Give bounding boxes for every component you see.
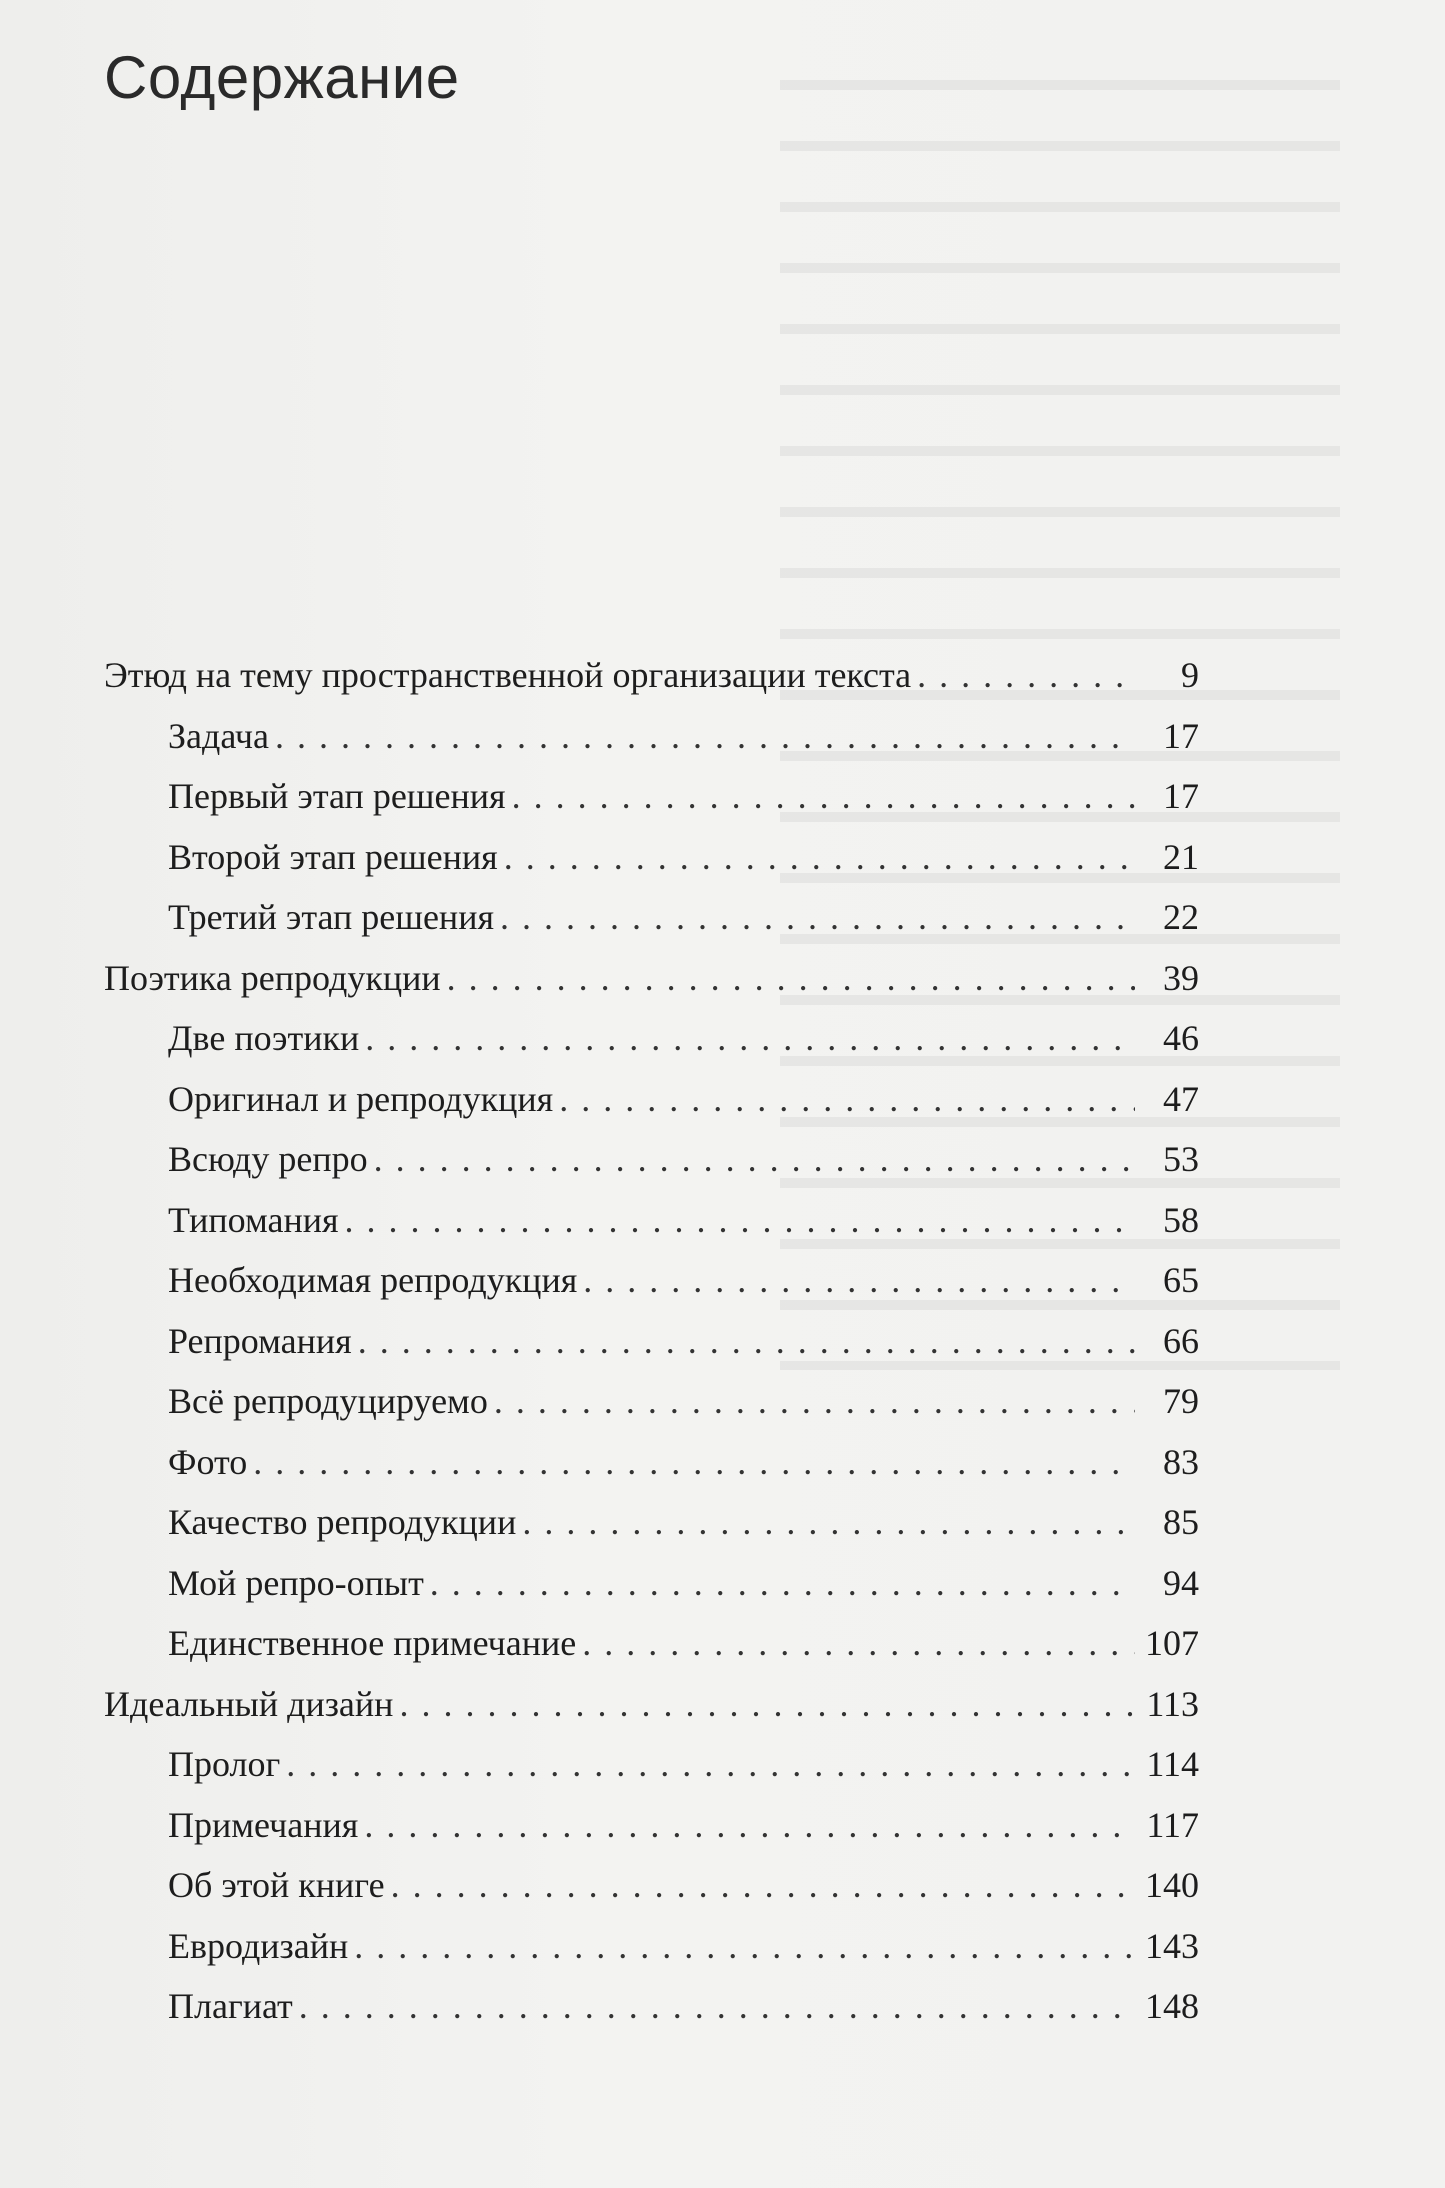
dot-leader <box>500 887 1135 948</box>
toc-subsection-entry <box>104 1613 1199 1674</box>
toc-entry-label: Плагиат <box>168 1986 293 2026</box>
dot-leader <box>447 948 1135 1009</box>
toc-subsection-entry <box>104 1311 1199 1372</box>
toc-entry-page-number: 9 <box>1181 655 1199 695</box>
dot-leader <box>559 1069 1135 1130</box>
toc-entry-label: Этюд на тему пространственной организации текста <box>104 655 912 695</box>
toc-entry-label: Всё репродуцируемо <box>168 1381 488 1421</box>
toc-entry-page-number: 39 <box>1163 957 1199 998</box>
toc-subsection-entry <box>104 1855 1199 1916</box>
toc-entry-label: Две поэтики <box>168 1018 360 1058</box>
toc-entry-page-number: 143 <box>1145 1925 1199 1966</box>
dot-leader <box>504 827 1135 888</box>
dot-leader <box>512 766 1135 827</box>
dot-leader <box>582 1613 1135 1674</box>
toc-subsection-entry <box>104 766 1199 827</box>
toc-entry-label: Единственное примечание <box>168 1623 577 1663</box>
toc-entry-page-number: 148 <box>1145 1986 1199 2026</box>
toc-entry-page-number: 94 <box>1163 1562 1199 1603</box>
dot-leader <box>374 1129 1135 1190</box>
toc-subsection-entry <box>104 887 1199 948</box>
toc-subsection-entry <box>104 1916 1199 1977</box>
toc-subsection-entry <box>104 1129 1199 1190</box>
toc-section-entry <box>104 948 1199 1009</box>
toc-entry-page-number: 17 <box>1163 776 1199 816</box>
dot-leader <box>430 1553 1135 1614</box>
toc-entry-label: Фото <box>168 1441 248 1482</box>
toc-entry-label: Репромания <box>168 1320 352 1361</box>
toc-subsection-entry <box>104 1190 1199 1251</box>
toc-entry-label: Всюду репро <box>168 1139 368 1179</box>
dot-leader <box>358 1311 1135 1372</box>
toc-entry-label: Необходимая репродукция <box>168 1260 578 1300</box>
toc-section-entry <box>104 645 1199 706</box>
toc-subsection-entry <box>104 1250 1199 1311</box>
toc-entry-label: Качество репродукции <box>168 1502 517 1542</box>
toc-entry-label: Об этой книге <box>168 1865 385 1905</box>
toc-entry-label: Евродизайн <box>168 1925 349 1966</box>
toc-entry-page-number: 47 <box>1163 1078 1199 1119</box>
toc-section-entry <box>104 1674 1199 1735</box>
toc-entry-page-number: 53 <box>1163 1139 1199 1179</box>
toc-entry-page-number: 114 <box>1146 1744 1199 1784</box>
toc-entry-label: Третий этап решения <box>168 897 495 937</box>
dot-leader <box>286 1734 1135 1795</box>
dot-leader <box>494 1371 1135 1432</box>
toc-entry-page-number: 22 <box>1163 897 1199 937</box>
dot-leader <box>917 645 1135 706</box>
toc-subsection-entry <box>104 1734 1199 1795</box>
toc-entry-label: Примечания <box>168 1804 359 1845</box>
toc-subsection-entry <box>104 827 1199 888</box>
page-title: Содержание <box>104 44 460 111</box>
dot-leader <box>299 1976 1135 2037</box>
toc-entry-page-number: 17 <box>1163 715 1199 756</box>
toc-subsection-entry <box>104 1976 1199 2037</box>
table-of-contents <box>104 645 1199 2037</box>
toc-entry-page-number: 58 <box>1163 1199 1199 1240</box>
toc-entry-label: Мой репро-опыт <box>168 1562 424 1603</box>
toc-subsection-entry <box>104 1432 1199 1493</box>
toc-entry-page-number: 79 <box>1163 1381 1199 1421</box>
dot-leader <box>583 1250 1135 1311</box>
dot-leader <box>253 1432 1135 1493</box>
toc-entry-label: Второй этап решения <box>168 836 498 877</box>
dot-leader <box>399 1674 1135 1735</box>
dot-leader <box>354 1916 1135 1977</box>
dot-leader <box>345 1190 1135 1251</box>
toc-entry-page-number: 65 <box>1163 1260 1199 1300</box>
toc-entry-label: Первый этап решения <box>168 776 506 816</box>
toc-entry-page-number: 113 <box>1146 1683 1199 1724</box>
dot-leader <box>365 1008 1135 1069</box>
toc-subsection-entry <box>104 706 1199 767</box>
toc-subsection-entry <box>104 1371 1199 1432</box>
toc-entry-label: Поэтика репродукции <box>104 957 441 998</box>
toc-entry-label: Оригинал и репродукция <box>168 1078 554 1119</box>
toc-entry-label: Пролог <box>168 1744 281 1784</box>
toc-subsection-entry <box>104 1008 1199 1069</box>
dot-leader <box>522 1492 1135 1553</box>
toc-subsection-entry <box>104 1069 1199 1130</box>
dot-leader <box>275 706 1135 767</box>
dot-leader <box>391 1855 1135 1916</box>
toc-entry-label: Идеальный дизайн <box>104 1683 394 1724</box>
toc-entry-page-number: 107 <box>1145 1623 1199 1663</box>
toc-entry-page-number: 66 <box>1163 1320 1199 1361</box>
toc-entry-page-number: 46 <box>1163 1018 1199 1058</box>
toc-entry-page-number: 85 <box>1163 1502 1199 1542</box>
toc-entry-label: Типомания <box>168 1199 339 1240</box>
toc-subsection-entry <box>104 1795 1199 1856</box>
toc-entry-page-number: 21 <box>1163 836 1199 877</box>
dot-leader <box>364 1795 1135 1856</box>
toc-subsection-entry <box>104 1553 1199 1614</box>
toc-subsection-entry <box>104 1492 1199 1553</box>
toc-entry-page-number: 83 <box>1163 1441 1199 1482</box>
toc-entry-page-number: 117 <box>1146 1804 1199 1845</box>
toc-entry-label: Задача <box>168 715 269 756</box>
toc-entry-page-number: 140 <box>1145 1865 1199 1905</box>
